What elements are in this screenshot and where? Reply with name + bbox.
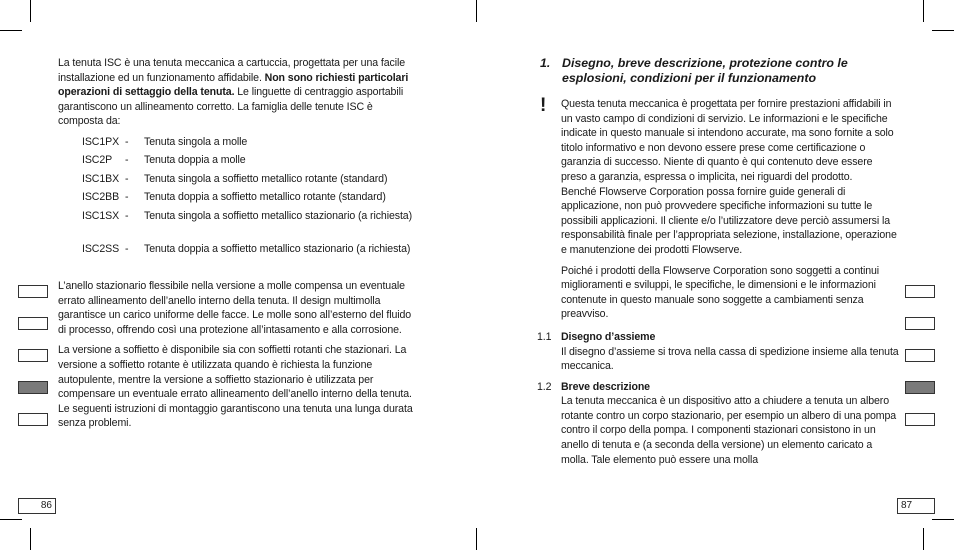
crop-mark — [0, 30, 22, 31]
crop-mark — [476, 528, 477, 550]
item-description: Tenuta doppia a soffietto metallico stazionario (a richiesta) — [144, 242, 411, 255]
section-tab — [905, 317, 935, 330]
list-item — [58, 242, 420, 275]
list-item — [58, 172, 420, 191]
item-code: ISC1SX — [82, 209, 120, 222]
section-tab — [905, 285, 935, 298]
subsection-text: La tenuta meccanica è un dispositivo atto a chiudere a tenuta un albero rotante contro un corpo stazionario, per esempio un albero di una pompa contro il corpo della pompa. I componenti stazionari consistono in un anello di tenuta e (a seconda della versione) un elemento caricato a molla. Tale elemento può essere una molla — [561, 395, 897, 466]
item-code: ISC2SS — [82, 242, 120, 255]
crop-mark — [932, 519, 954, 520]
item-dash: - — [125, 172, 129, 185]
subsection-title: Breve descrizione — [561, 380, 650, 393]
warning-icon: ! — [540, 95, 547, 116]
intro-text: La tenuta ISC è una tenuta meccanica a cartuccia, progettata per una facile installazione ed un funzionamento affidabile. — [58, 57, 406, 84]
item-code: ISC1BX — [82, 172, 120, 185]
item-dash: - — [125, 209, 129, 222]
subsection-number: 1.2 — [537, 380, 552, 393]
section-tab — [18, 349, 48, 362]
component-list — [58, 135, 420, 275]
section-tab — [905, 349, 935, 362]
subsection-title: Disegno d’assieme — [561, 330, 656, 343]
crop-mark — [0, 519, 22, 520]
item-dash: - — [125, 135, 129, 148]
crop-mark — [30, 0, 31, 22]
crop-mark — [923, 528, 924, 550]
crop-mark — [923, 0, 924, 22]
page-number: 86 — [18, 498, 56, 514]
intro-bold-text: Non sono richiesti particolari operazioni di settaggio della tenuta. — [58, 71, 409, 99]
section-tab-active — [18, 381, 48, 394]
item-code: ISC2P — [82, 154, 113, 167]
section-tab — [18, 413, 48, 426]
subsection-description — [537, 380, 899, 468]
item-dash: - — [125, 154, 129, 167]
item-dash: - — [125, 191, 129, 204]
crop-mark — [932, 30, 954, 31]
section-tab — [18, 285, 48, 298]
spring-paragraph: L’anello stazionario flessibile nella versione a molle compensa un eventuale errato allineamento dell’anello interno della tenuta. Il design multimolla garantisce un carico uniforme delle facce. Le molle sono all’esterno del fluido di processo, offrendo così una protezione all’intasamento e alla corrosione. — [58, 279, 412, 336]
item-description: Tenuta doppia a soffietto metallico rotante (standard) — [144, 191, 386, 204]
left-column — [58, 56, 420, 437]
item-code: ISC2BB — [82, 191, 120, 204]
intro-text-2: Le linguette di centraggio asportabili garantiscono un allineamento corretto. La famiglia delle tenute ISC è composta da: — [58, 86, 404, 128]
intro-paragraph — [58, 56, 420, 129]
right-column — [537, 97, 899, 467]
application-paragraph: Benché Flowserve Corporation possa fornire guide generali di applicazione, non può provvedere specifiche informazioni su tutte le possibili applicazioni. Il cliente e/o l’utilizzatore deve perciò assumersi la responsabilità finale per l’appropriata selezione, installazione, operazione e manutenzione dei prodotti Flowserve. — [561, 185, 897, 256]
section-tab — [905, 413, 935, 426]
item-code: ISC1PX — [82, 135, 120, 148]
crop-mark — [476, 0, 477, 22]
item-description: Tenuta singola a soffietto metallico stazionario (a richiesta) — [144, 209, 413, 222]
disclaimer-paragraph: Questa tenuta meccanica è progettata per fornire prestazioni affidabili in un vasto campo di condizioni di servizio. Le informazioni e le specifiche indicate in questo manuale si intendono accurate, ma sono fornite a solo titolo informativo e non devono essere prese come certificazione o garanzia di successo. Niente di quanto è qui contenuto deve essere preso a garanzia, espressa o implicita, nei riguardi del prodotto. — [561, 98, 894, 183]
item-description: Tenuta doppia a molle — [144, 154, 246, 167]
section-tab — [18, 317, 48, 330]
changes-paragraph: Poiché i prodotti della Flowserve Corporation sono soggetti a continui miglioramenti e sviluppi, le specifiche, le dimensioni e le informazioni contenute in questo manuale sono soggette a cambiamenti senza preavviso. — [561, 264, 880, 321]
bellows-paragraph: La versione a soffietto è disponibile sia con soffietti rotanti che stazionari. La versione a soffietto rotante è utilizzata quando è richiesta la funzione autopulente, mentre la versione a soffietto stazionario è utilizzata per compensare un eventuale errato allineamento dell’anello interno della tenuta. Le seguenti istruzioni di montaggio garantiscono una tenuta una lunga durata senza problemi. — [58, 344, 413, 430]
subsection-text: Il disegno d’assieme si trova nella cassa di spedizione insieme alla tenuta meccanica. — [561, 345, 899, 373]
list-item — [58, 153, 420, 172]
item-description: Tenuta singola a molle — [144, 135, 248, 148]
heading-number: 1. — [540, 56, 551, 70]
item-description: Tenuta singola a soffietto metallico rotante (standard) — [144, 172, 388, 185]
page-number: 87 — [897, 498, 935, 514]
subsection-assembly — [537, 330, 899, 374]
list-item — [58, 135, 420, 154]
list-item — [58, 190, 420, 209]
crop-mark — [30, 528, 31, 550]
subsection-number: 1.1 — [537, 330, 552, 343]
list-item — [58, 209, 420, 242]
item-dash: - — [125, 242, 129, 255]
heading-title: Disegno, breve descrizione, protezione contro le esplosioni, condizioni per il funzionamento — [562, 56, 848, 85]
section-tab-active — [905, 381, 935, 394]
